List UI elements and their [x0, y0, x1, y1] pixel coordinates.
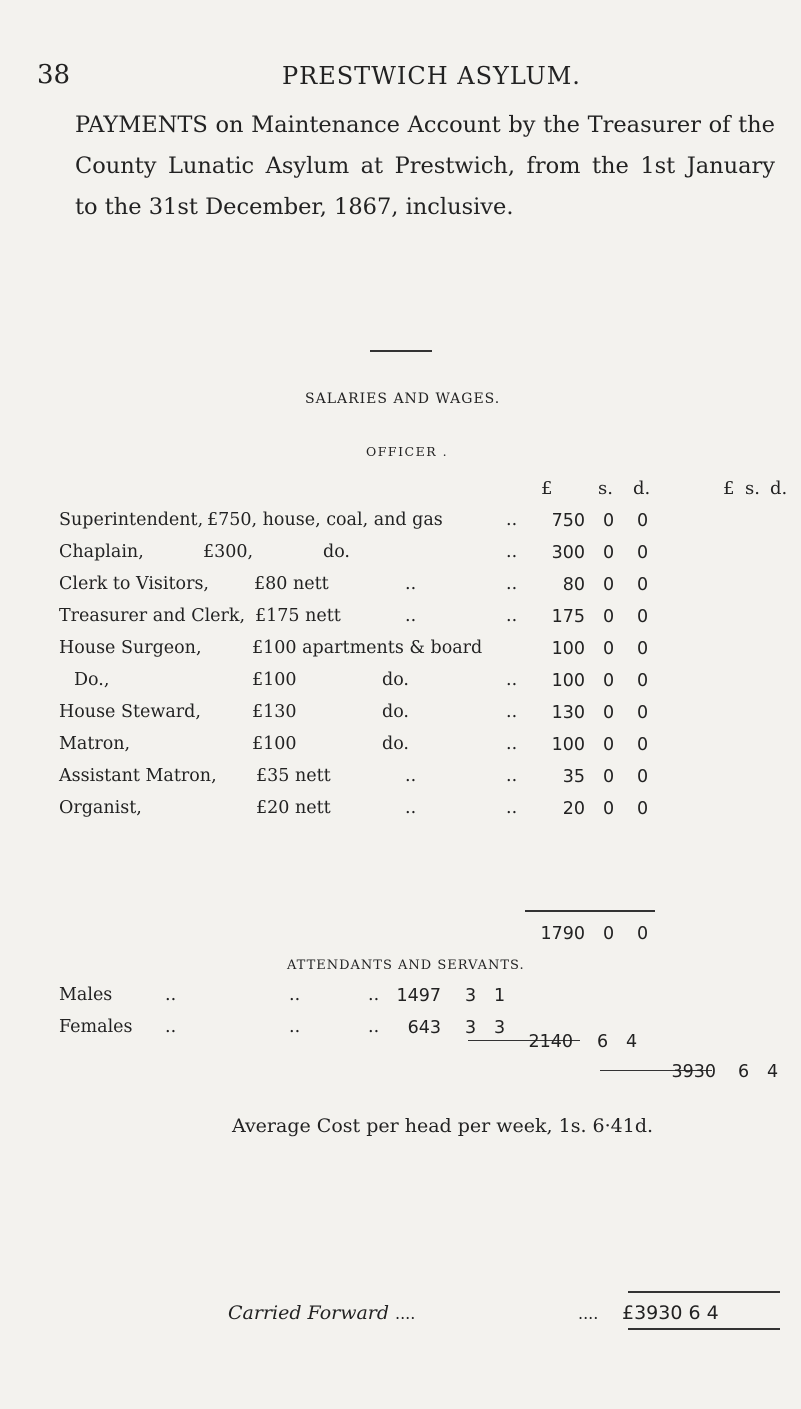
office-detail: £750, house, coal, and gas: [207, 510, 443, 530]
amount-pounds: 643: [407, 1018, 441, 1038]
amount-pounds: 175: [551, 607, 585, 627]
leader-dots: ..: [506, 766, 518, 786]
office-label: Organist,: [59, 798, 142, 818]
leader-dots: ..: [506, 542, 518, 562]
carried-rule-bottom: [628, 1328, 780, 1330]
office-label: Superintendent,: [59, 510, 204, 530]
carried-forward-amount: £3930 6 4: [622, 1302, 719, 1324]
amount-pence: 0: [637, 607, 649, 627]
amount-pence: 0: [637, 511, 649, 531]
office-label: Assistant Matron,: [59, 766, 217, 786]
leader-dots: ..: [506, 574, 518, 594]
amount-pence: 0: [637, 799, 649, 819]
leader-dots: ..: [289, 985, 301, 1005]
salaries-total-pence: 0: [637, 924, 649, 944]
amount-shillings: 0: [603, 703, 615, 723]
amount-shillings: 3: [465, 986, 477, 1006]
attendants-title: ATTENDANTS AND SERVANTS.: [287, 958, 525, 973]
office-label: Matron,: [59, 734, 131, 754]
amount-pounds: 20: [562, 799, 585, 819]
leader-dots: ..: [506, 510, 518, 530]
office-label: House Surgeon,: [59, 638, 202, 658]
leader-dots: ..: [165, 985, 177, 1005]
col-header-pence-2: d.: [770, 478, 788, 499]
amount-pence: 0: [637, 575, 649, 595]
amount-shillings: 0: [603, 543, 615, 563]
col-header-pence: d.: [633, 478, 651, 499]
grand-total-shillings: 6: [738, 1062, 750, 1082]
amount-pence: 0: [637, 735, 649, 755]
carried-forward-label: Carried Forward: [228, 1302, 390, 1324]
office-detail: £35 nett: [256, 766, 331, 786]
leader-dots: ..: [506, 734, 518, 754]
amount-pence: 1: [494, 986, 506, 1006]
leader-dots: ..: [506, 702, 518, 722]
attendant-label: Females: [59, 1017, 133, 1037]
col-header-shillings-2: s.: [745, 478, 760, 499]
amount-pence: 0: [637, 671, 649, 691]
grand-total-pounds: 3930: [671, 1062, 716, 1082]
leader-dots: ..: [368, 985, 380, 1005]
salaries-total-pounds: 1790: [540, 924, 585, 944]
leader-dots: ....: [395, 1304, 416, 1323]
salaries-total-shillings: 0: [603, 924, 615, 944]
grand-total-pence: 4: [767, 1062, 779, 1082]
amount-pounds: 130: [551, 703, 585, 723]
office-detail: £20 nett: [256, 798, 331, 818]
amount-shillings: 0: [603, 575, 615, 595]
attendants-subtotal-pence: 4: [626, 1032, 638, 1052]
sum-rule: [525, 910, 655, 912]
amount-pence: 0: [637, 767, 649, 787]
intro-line-2: County Lunatic Asylum at Prestwich, from the 1st January: [75, 153, 775, 179]
amount-pounds: 100: [551, 639, 585, 659]
amount-shillings: 0: [603, 511, 615, 531]
office-label: Clerk to Visitors,: [59, 574, 209, 594]
amount-shillings: 3: [465, 1018, 477, 1038]
col-header-pound-2: £: [723, 478, 735, 499]
carried-rule-top: [628, 1291, 780, 1293]
page-number: 38: [37, 60, 71, 90]
office-label: Chaplain,: [59, 542, 144, 562]
office-detail-do: do.: [323, 542, 350, 562]
amount-pounds: 300: [551, 543, 585, 563]
office-detail: £300,: [203, 542, 254, 562]
office-label: Do.,: [74, 670, 110, 690]
leader-dots: ..: [506, 606, 518, 626]
amount-shillings: 0: [603, 671, 615, 691]
attendants-subtotal-shillings: 6: [597, 1032, 609, 1052]
intro-line-3: to the 31st December, 1867, inclusive.: [75, 194, 514, 220]
office-label: Treasurer and Clerk,: [59, 606, 246, 626]
amount-pence: 0: [637, 543, 649, 563]
office-label: House Steward,: [59, 702, 201, 722]
leader-dots: ....: [578, 1304, 599, 1323]
office-detail: £175 nett: [255, 606, 341, 626]
leader-dots: ..: [405, 574, 417, 594]
amount-shillings: 0: [603, 767, 615, 787]
salaries-title: SALARIES AND WAGES.: [305, 391, 501, 407]
leader-dots: ..: [506, 798, 518, 818]
running-head: PRESTWICH ASYLUM.: [282, 62, 581, 90]
amount-pounds: 35: [562, 767, 585, 787]
leader-dots: ..: [405, 766, 417, 786]
average-cost: Average Cost per head per week, 1s. 6·41d.: [232, 1115, 654, 1137]
col-header-shillings: s.: [598, 478, 613, 499]
amount-shillings: 0: [603, 799, 615, 819]
office-detail-do: do.: [382, 702, 409, 722]
amount-pounds: 100: [551, 671, 585, 691]
attendant-label: Males: [59, 985, 113, 1005]
amount-shillings: 0: [603, 639, 615, 659]
leader-dots: ..: [405, 798, 417, 818]
leader-dots: ..: [165, 1017, 177, 1037]
leader-dots: ..: [405, 606, 417, 626]
leader-dots: ..: [289, 1017, 301, 1037]
office-detail: £100 apartments & board: [252, 638, 483, 658]
amount-pounds: 100: [551, 735, 585, 755]
office-detail: £100: [252, 734, 297, 754]
office-detail: £80 nett: [254, 574, 329, 594]
attendants-subtotal-pounds: 2140: [528, 1032, 573, 1052]
amount-pounds: 750: [551, 511, 585, 531]
officer-subtitle: OFFICER .: [366, 444, 449, 459]
amount-pence: 0: [637, 639, 649, 659]
amount-pence: 3: [494, 1018, 506, 1038]
amount-shillings: 0: [603, 607, 615, 627]
amount-pence: 0: [637, 703, 649, 723]
office-detail: £130: [252, 702, 297, 722]
leader-dots: ..: [368, 1017, 380, 1037]
office-detail-do: do.: [382, 670, 409, 690]
leader-dots: ..: [506, 670, 518, 690]
amount-shillings: 0: [603, 735, 615, 755]
col-header-pound: £: [541, 478, 553, 499]
amount-pounds: 1497: [396, 986, 441, 1006]
intro-line-1: PAYMENTS on Maintenance Account by the Treasurer of the: [75, 112, 775, 138]
intro-paragraph: [75, 105, 775, 228]
office-detail: £100: [252, 670, 297, 690]
office-detail-do: do.: [382, 734, 409, 754]
amount-pounds: 80: [562, 575, 585, 595]
section-divider: [370, 350, 432, 352]
